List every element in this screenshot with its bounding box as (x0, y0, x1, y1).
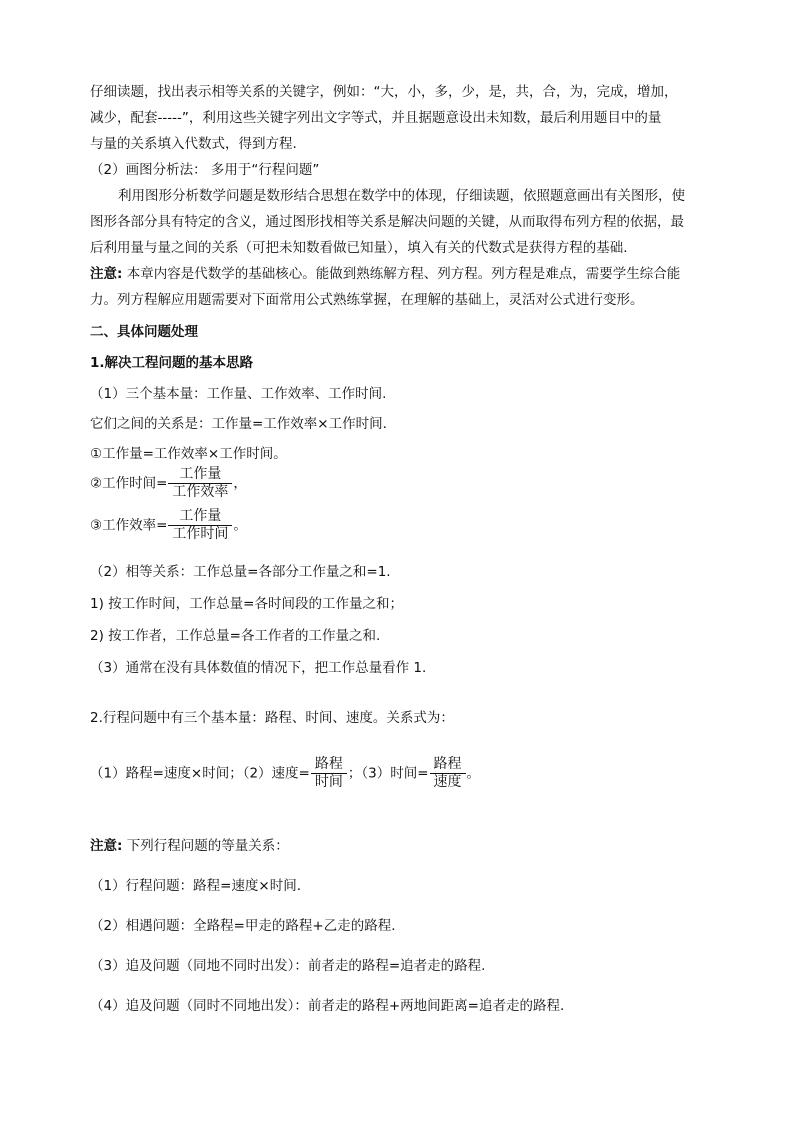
formula-text: （1）路程=速度×时间；（2）速度= (90, 765, 310, 782)
fraction-denominator: 时间 (311, 773, 347, 791)
fraction-numerator: 路程 (314, 756, 343, 772)
formula-line (90, 756, 480, 791)
fraction (311, 756, 347, 791)
fraction (168, 466, 232, 501)
method-heading: （2）画图分析法： 多用于“行程问题” (90, 162, 320, 178)
section-title: 二、具体问题处理 (90, 324, 198, 340)
list-item: （3）追及问题（同地不同时出发）：前者走的路程=追者走的路程. (90, 958, 486, 974)
list-item: （3）通常在没有具体数值的情况下，把工作总量看作 1. (90, 660, 427, 676)
formula-text: ；（3）时间= (347, 765, 429, 782)
note-line (90, 264, 680, 284)
paragraph-line: 利用图形分析数学问题是数形结合思想在数学中的体现，仔细读题，依照题意画出有关图形，使 (118, 188, 685, 204)
formula-prefix: ②工作时间= (90, 475, 168, 492)
paragraph-line: 仔细读题，找出表示相等关系的关键字，例如：“大，小，多，少，是，共，合，为，完成，增加， (90, 84, 678, 100)
note-line: 力。列方程解应用题需要对下面常用公式熟练掌握，在理解的基础上，灵活对公式进行变形。 (90, 292, 644, 308)
fraction-denominator: 速度 (430, 773, 466, 791)
list-subitem: 1) 按工作时间，工作总量=各时间段的工作量之和； (90, 596, 403, 612)
formula-prefix: ③工作效率= (90, 517, 168, 534)
relation-line: 它们之间的关系是：工作量=工作效率×工作时间. (90, 416, 387, 432)
travel-intro: 2.行程问题中有三个基本量：路程、时间、速度。关系式为： (90, 710, 454, 726)
note-text: 下列行程问题的等量关系： (122, 838, 289, 854)
fraction-numerator: 工作量 (179, 466, 222, 482)
subsection-title: 1.解决工程问题的基本思路 (90, 355, 254, 371)
list-item: （4）追及问题（同时不同地出发）：前者走的路程+两地间距离=追者走的路程. (90, 998, 565, 1014)
fraction (430, 756, 466, 791)
formula-line (90, 508, 247, 543)
note-label: 注意: (90, 838, 123, 854)
formula-suffix: 。 (466, 765, 481, 782)
paragraph-line: 后利用量与量之间的关系（可把未知数看做已知量），填入有关的代数式是获得方程的基础. (90, 240, 628, 256)
list-item: （2）相等关系：工作总量=各部分工作量之和=1. (90, 564, 391, 580)
note-text: 本章内容是代数学的基础核心。能做到熟练解方程、列方程。列方程是难点，需要学生综合能 (122, 266, 681, 282)
formula-suffix: 。 (233, 517, 247, 534)
list-item: （2）相遇问题：全路程=甲走的路程+乙走的路程. (90, 918, 396, 934)
paragraph-line: 与量的关系填入代数式，得到方程. (90, 136, 297, 152)
note-line (90, 836, 289, 856)
note-label: 注意: (90, 266, 123, 282)
formula-line: ①工作量=工作效率×工作时间。 (90, 446, 287, 462)
fraction-numerator: 路程 (433, 756, 462, 772)
formula-line (90, 466, 247, 501)
list-item: （1）三个基本量：工作量、工作效率、工作时间. (90, 386, 387, 402)
list-subitem: 2) 按工作者，工作总量=各工作者的工作量之和. (90, 628, 381, 644)
formula-suffix: ， (233, 475, 247, 492)
fraction (168, 508, 232, 543)
fraction-denominator: 工作时间 (168, 525, 232, 543)
fraction-numerator: 工作量 (179, 508, 222, 524)
paragraph-line: 减少，配套-----”，利用这些关键字列出文字等式，并且据题意设出未知数，最后利用题目中的量 (90, 110, 662, 126)
fraction-denominator: 工作效率 (168, 483, 232, 501)
list-item: （1）行程问题：路程=速度×时间. (90, 878, 302, 894)
paragraph-line: 图形各部分具有特定的含义，通过图形找相等关系是解决问题的关键，从而取得布列方程的依据，最 (90, 214, 684, 230)
